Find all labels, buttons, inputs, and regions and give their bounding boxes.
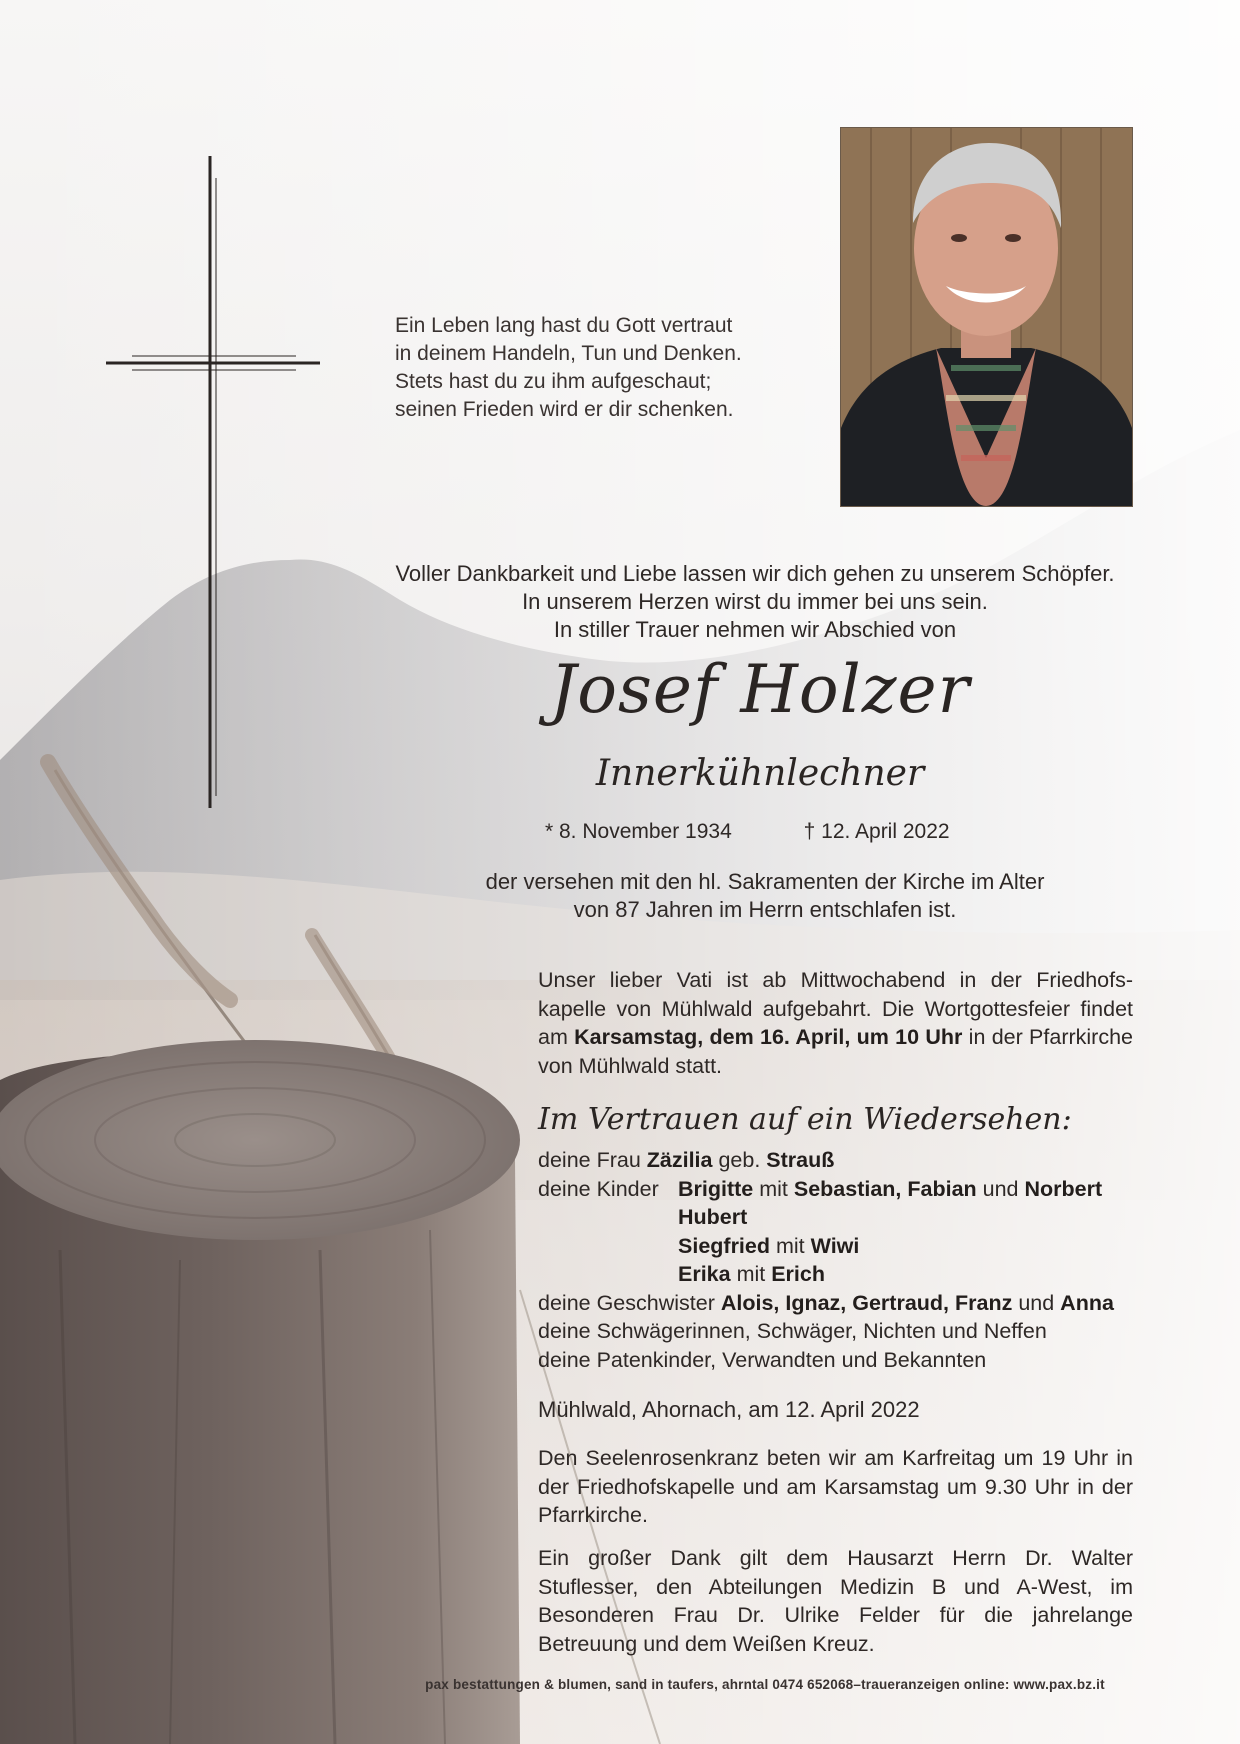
- family-child: [538, 1232, 1114, 1261]
- name: Alois, Ignaz, Gertraud, Franz: [720, 1290, 1013, 1315]
- name: Erika: [678, 1262, 731, 1286]
- poem-line: seinen Frieden wird er dir schenken.: [395, 398, 734, 421]
- age-line: von 87 Jahren im Herrn entschlafen ist.: [573, 897, 957, 922]
- death-date: † 12. April 2022: [803, 820, 950, 843]
- footer-credit: pax bestattungen & blumen, sand in taufers, ahrntal 0474 652068–traueranzeigen online: www.pax.bz.it: [425, 1677, 1105, 1692]
- name: Norbert: [1024, 1176, 1103, 1201]
- name: Siegfried: [678, 1233, 770, 1258]
- birth-date: * 8. November 1934: [545, 820, 732, 843]
- name: Zäzilia: [646, 1148, 713, 1172]
- family-list: [538, 1146, 1114, 1374]
- name: Sebastian, Fabian: [793, 1176, 977, 1201]
- wooden-post: [0, 1040, 520, 1744]
- deceased-name: Josef Holzer: [549, 651, 971, 728]
- label: deine Frau: [538, 1148, 647, 1172]
- life-dates: [545, 818, 950, 846]
- rosary-notice: Den Seelenrosenkranz beten wir am Karfreitag um 19 Uhr in der Friedhofskapelle und am Karsamstag um 9.30 Uhr in der Pfarrkirche.: [538, 1446, 1133, 1527]
- poem-line: in deinem Handeln, Tun und Denken.: [395, 342, 742, 365]
- viewing-text-end: in der Pfarrkirche von Mühlwald statt.: [538, 1025, 1134, 1078]
- label: deine Geschwister: [538, 1290, 721, 1315]
- cross-icon: [106, 156, 320, 808]
- funeral-date: Karsamstag, dem 16. April, um 10 Uhr: [574, 1025, 963, 1049]
- viewing-text: Unser lieber Vati ist ab Mittwochabend in der Friedhofs-kapelle von Mühlwald aufgebahrt. Die Wortgottesfeier findet am: [538, 968, 1133, 1049]
- thanks-notice: Ein großer Dank gilt dem Hausarzt Herrn Dr. Walter Stuflesser, den Abteilungen Medizin B und A-West, im Besonderen Frau Dr. Ulrike Felder für die jahrelange Betreuung und dem Weißen Kreuz.: [538, 1546, 1133, 1656]
- age-statement: [420, 868, 1110, 924]
- family-child: [538, 1260, 1114, 1289]
- intro-line: Voller Dankbarkeit und Liebe lassen wir dich gehen zu unserem Schöpfer.: [395, 561, 1115, 586]
- family-children: [538, 1175, 1114, 1204]
- intro-line: In stiller Trauer nehmen wir Abschied von: [553, 617, 957, 642]
- intro-line: In unserem Herzen wirst du immer bei uns sein.: [522, 589, 988, 614]
- label: mit: [730, 1262, 772, 1286]
- place-date: Mühlwald, Ahornach, am 12. April 2022: [538, 1397, 920, 1422]
- age-line: der versehen mit den hl. Sakramenten der Kirche im Alter: [485, 869, 1045, 894]
- trust-heading: Im Vertrauen auf ein Wiedersehen:: [538, 1102, 1072, 1137]
- family-child: [538, 1203, 1114, 1232]
- intro-text: [380, 560, 1130, 644]
- label: geb.: [712, 1148, 767, 1172]
- name: Strauß: [766, 1148, 835, 1172]
- deceased-nickname: Innerkühnlechner: [595, 753, 925, 794]
- name: Anna: [1060, 1290, 1114, 1315]
- portrait-photo: [840, 127, 1133, 507]
- family-godchildren: deine Patenkinder, Verwandten und Bekannten: [538, 1347, 987, 1372]
- family-wife: [538, 1146, 1114, 1175]
- name: Wiwi: [810, 1233, 860, 1258]
- label: mit: [770, 1233, 811, 1258]
- family-inlaws: deine Schwägerinnen, Schwäger, Nichten und Neffen: [538, 1319, 1047, 1343]
- label: deine Kinder: [538, 1176, 659, 1201]
- memorial-poem: [395, 312, 742, 424]
- poem-line: Ein Leben lang hast du Gott vertraut: [395, 314, 733, 337]
- label: und: [976, 1176, 1025, 1201]
- label: mit: [753, 1176, 794, 1201]
- name: Brigitte: [678, 1176, 754, 1201]
- poem-line: Stets hast du zu ihm aufgeschaut;: [395, 370, 712, 393]
- label: und: [1012, 1290, 1061, 1315]
- name: Hubert: [678, 1205, 748, 1229]
- viewing-notice: [538, 966, 1133, 1080]
- family-siblings: [538, 1289, 1114, 1318]
- name: Erich: [771, 1262, 825, 1286]
